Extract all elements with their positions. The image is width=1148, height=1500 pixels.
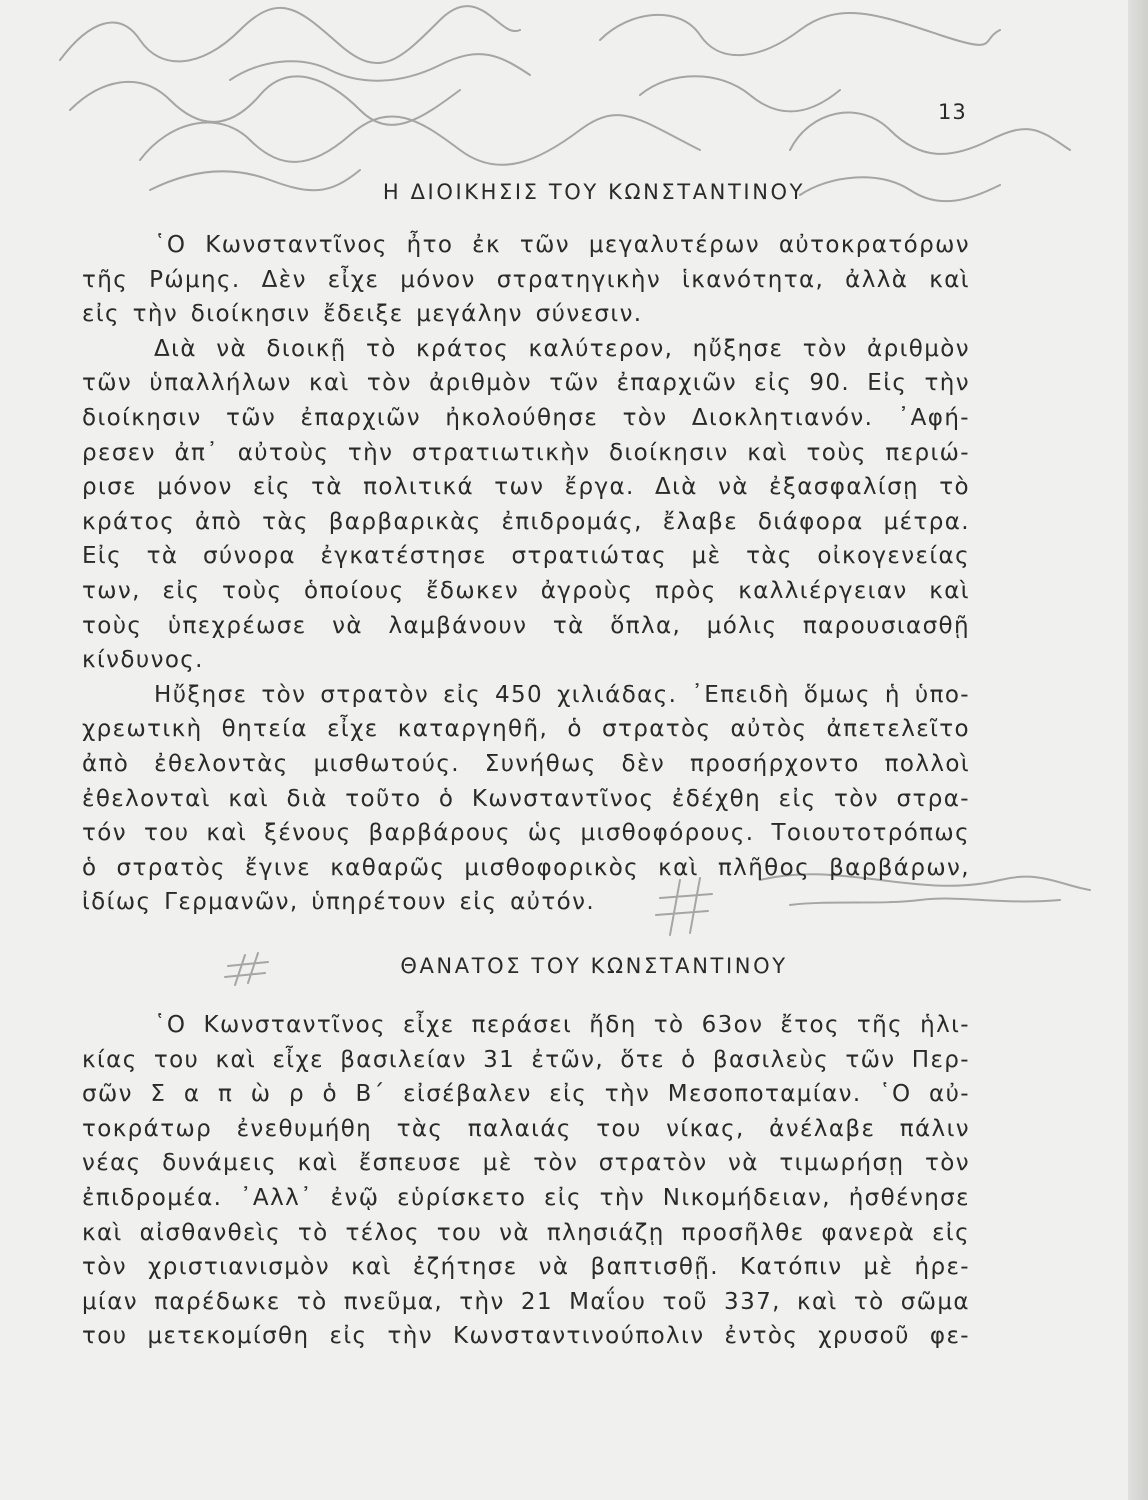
- text-line: ἐθελονταὶ καὶ διὰ τοῦτο ὁ Κωνσταντῖνος ἐδέχθη εἰς τὸν στρα-: [82, 785, 970, 812]
- text-line: ῾Ο Κωνσταντῖνος ἦτο ἐκ τῶν μεγαλυτέρων αὐτοκρατόρων: [154, 232, 970, 258]
- text-line: ὁ στρατὸς ἔγινε καθαρῶς μισθοφορικὸς καὶ πλῆθος βαρβάρων,: [82, 854, 970, 881]
- scribble-line: [140, 115, 700, 165]
- text-line: νέας δυνάμεις καὶ ἔσπευσε μὲ τὸν στρατὸν νὰ τιμωρήσῃ τὸν: [82, 1150, 970, 1177]
- text-line: τῆς Ρώμης. Δὲν εἶχε μόνον στρατηγικὴν ἱκανότητα, ἀλλὰ καὶ: [82, 266, 970, 293]
- text-line: κράτος ἀπὸ τὰς βαρβαρικὰς ἐπιδρομάς, ἔλαβε διάφορα μέτρα.: [82, 508, 970, 535]
- text-line: κίας του καὶ εἶχε βασιλείαν 31 ἐτῶν, ὅτε ὁ βασιλεὺς τῶν Περ-: [82, 1046, 970, 1073]
- text-line: τοκράτωρ ἐνεθυμήθη τὰς παλαιάς του νίκας, ἀνέλαβε πάλιν: [82, 1115, 970, 1142]
- text-line: ρεσεν ἀπ᾿ αὐτοὺς τὴν στρατιωτικὴν διοίκησιν καὶ τοὺς περιώ-: [82, 439, 970, 466]
- text-line: ἀπὸ ἐθελοντὰς μισθωτούς. Συνήθως δὲν προσήρχοντο πολλοὶ: [82, 750, 970, 777]
- text-line: Εἰς τὰ σύνορα ἐγκατέστησε στρατιώτας μὲ τὰς οἰκογενείας: [82, 543, 970, 570]
- text-line: του μετεκομίσθη εἰς τὴν Κωνσταντινούπολιν ἐντὸς χρυσοῦ φε-: [82, 1323, 970, 1350]
- text-line: κίνδυνος.: [82, 647, 204, 674]
- text-line: Ηὔξησε τὸν στρατὸν εἰς 450 χιλιάδας. ᾿Επειδὴ ὅμως ἡ ὑπο-: [154, 681, 970, 708]
- section-body-death: [82, 1008, 970, 1354]
- text-line: τῶν ὑπαλλήλων καὶ τὸν ἀριθμὸν τῶν ἐπαρχιῶν εἰς 90. Εἰς τὴν: [82, 370, 970, 397]
- page-number: 13: [938, 100, 967, 124]
- scribble-line: [230, 54, 530, 81]
- scribble-line: [70, 76, 460, 124]
- text-line: ἐπιδρομέα. ᾿Αλλ᾿ ἐνῷ εὑρίσκετο εἰς τὴν Νικομήδειαν, ἠσθένησε: [82, 1184, 970, 1211]
- text-line: τὸν χριστιανισμὸν καὶ ἐζήτησε νὰ βαπτισθῇ. Κατόπιν μὲ ἠρε-: [82, 1254, 970, 1281]
- text-line: τοὺς ὑπεχρέωσε νὰ λαμβάνουν τὰ ὅπλα, μόλις παρουσιασθῇ: [82, 612, 970, 639]
- text-line: των, εἰς τοὺς ὁποίους ἔδωκεν ἀγροὺς πρὸς καλλιέργειαν καὶ: [82, 577, 970, 604]
- page-edge-shadow: [1128, 0, 1148, 1500]
- text-line: εἰς τὴν διοίκησιν ἔδειξε μεγάλην σύνεσιν.: [82, 301, 643, 328]
- text-line: καὶ αἰσθανθεὶς τὸ τέλος του νὰ πλησιάζῃ προσῆλθε φανερὰ εἰς: [82, 1219, 970, 1246]
- text-line: χρεωτικὴ θητεία εἶχε καταργηθῆ, ὁ στρατὸς αὐτὸς ἀπετελεῖτο: [82, 716, 970, 743]
- section-heading-administration: Η ΔΙΟΙΚΗΣΙΣ ΤΟΥ ΚΩΝΣΤΑΝΤΙΝΟΥ: [382, 180, 806, 204]
- scribble-line: [60, 6, 520, 63]
- scribble-line: [600, 13, 1000, 55]
- text-line: τόν του καὶ ξένους βαρβάρους ὡς μισθοφόρους. Τοιουτοτρόπως: [82, 820, 970, 847]
- text-line: Διὰ νὰ διοικῇ τὸ κράτος καλύτερον, ηὔξησε τὸν ἀριθμὸν: [154, 335, 970, 362]
- section-heading-death: ΘΑΝΑΤΟΣ ΤΟΥ ΚΩΝΣΤΑΝΤΙΝΟΥ: [400, 954, 788, 978]
- text-line: μίαν παρέδωκε τὸ πνεῦμα, τὴν 21 Μαΐου τοῦ 337, καὶ τὸ σῶμα: [82, 1288, 970, 1315]
- text-line: ἰδίως Γερμανῶν, ὑπηρέτουν εἰς αὐτόν.: [82, 889, 596, 916]
- text-line: σῶν Σ α π ὼ ρ ὁ Β΄ εἰσέβαλεν εἰς τὴν Μεσοποταμίαν. ῾Ο αὐ-: [82, 1081, 970, 1108]
- section-body-administration: [82, 228, 970, 920]
- text-line: ρισε μόνον εἰς τὰ πολιτικά των ἔργα. Διὰ νὰ ἐξασφαλίσῃ τὸ: [82, 474, 970, 501]
- text-line: διοίκησιν τῶν ἐπαρχιῶν ἠκολούθησε τὸν Διοκλητιανόν. ᾿Αφή-: [82, 404, 970, 431]
- scribble-line: [640, 76, 840, 111]
- text-line: ῾Ο Κωνσταντῖνος εἶχε περάσει ἤδη τὸ 63ον ἔτος τῆς ἡλι-: [154, 1012, 970, 1038]
- scribble-line: [790, 113, 1070, 154]
